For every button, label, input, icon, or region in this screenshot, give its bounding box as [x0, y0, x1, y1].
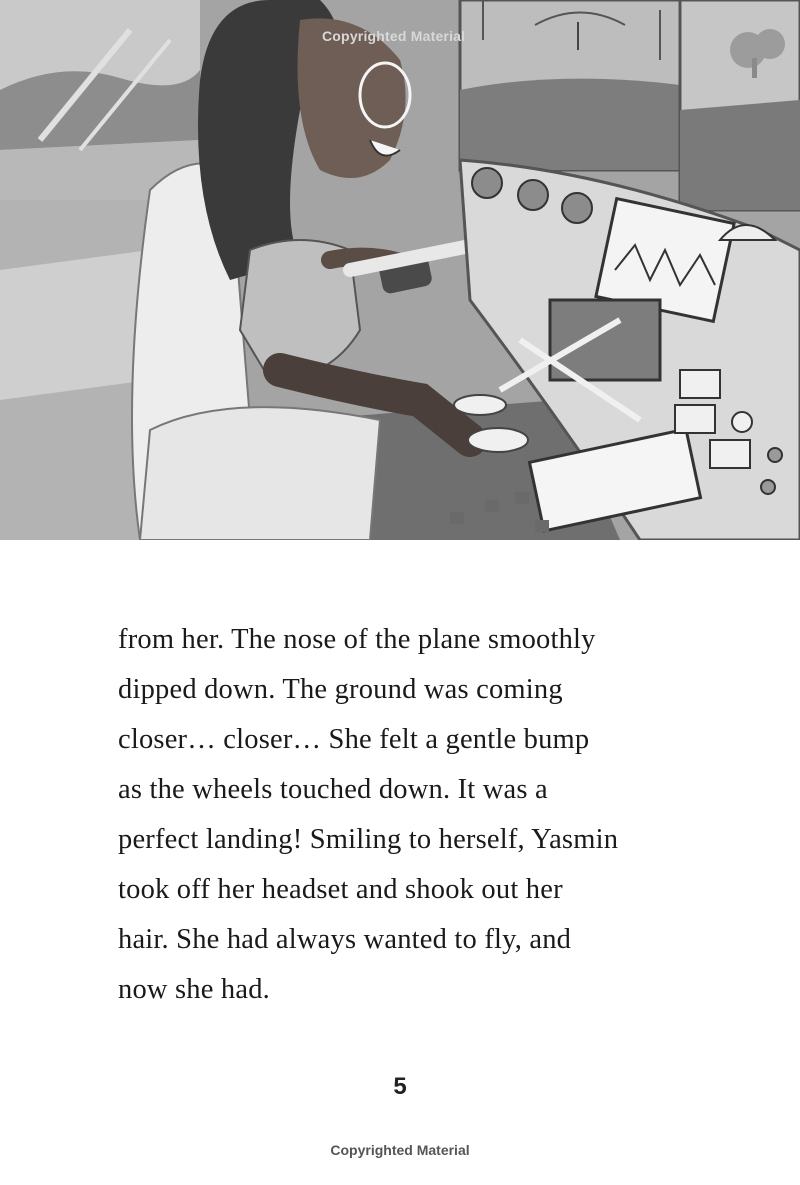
story-line: closer… closer… She felt a gentle bump	[118, 724, 590, 755]
story-line: dipped down. The ground was coming	[118, 674, 563, 705]
story-line: perfect landing! Smiling to herself, Yasmin	[118, 824, 619, 855]
bottom-watermark: Copyrighted Material	[330, 1142, 470, 1158]
story-line: took off her headset and shook out her	[118, 874, 563, 905]
top-watermark: Copyrighted Material	[322, 28, 466, 44]
story-line: hair. She had always wanted to fly, and	[118, 924, 572, 955]
story-text	[118, 615, 738, 1015]
page-number: 5	[393, 1073, 407, 1100]
story-line: now she had.	[118, 974, 270, 1005]
story-line: as the wheels touched down. It was a	[118, 774, 548, 805]
story-line: from her. The nose of the plane smoothly	[118, 624, 596, 655]
cockpit-illustration	[0, 0, 800, 540]
cockpit-scene-graphic	[0, 0, 800, 540]
